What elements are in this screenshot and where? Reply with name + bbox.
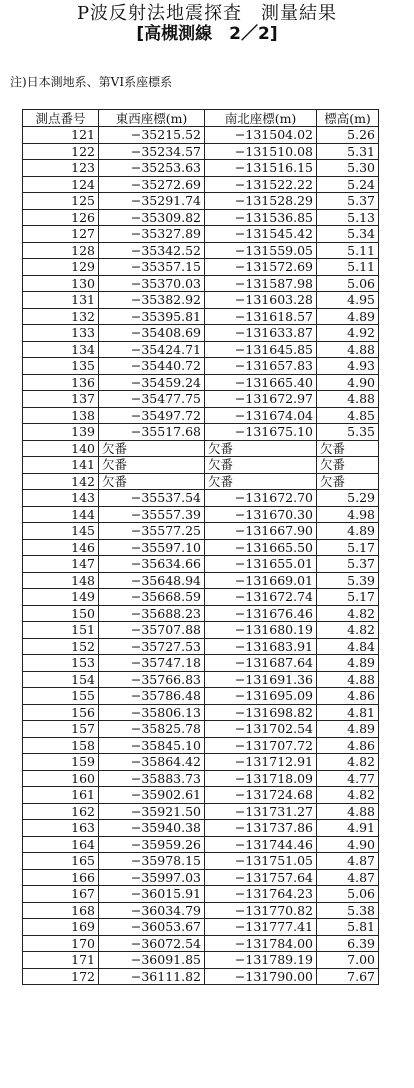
cell-easting: −35357.15 (99, 259, 205, 276)
table-row (23, 325, 379, 342)
cell-station-number: 137 (23, 391, 99, 408)
table-row (23, 506, 379, 523)
cell-elevation: 5.06 (317, 275, 379, 292)
cell-northing: −131618.57 (205, 308, 317, 325)
cell-elevation: 4.89 (317, 523, 379, 540)
table-row (23, 886, 379, 903)
cell-station-number: 170 (23, 935, 99, 952)
cell-station-number: 160 (23, 770, 99, 787)
table-row (23, 226, 379, 243)
table-row (23, 935, 379, 952)
cell-station-number: 151 (23, 622, 99, 639)
cell-station-number: 171 (23, 952, 99, 969)
cell-northing: −131572.69 (205, 259, 317, 276)
cell-easting: −35291.74 (99, 193, 205, 210)
page-subtitle: [高槻測線 2／2] (136, 24, 278, 44)
cell-northing: −131691.36 (205, 671, 317, 688)
table-row (23, 704, 379, 721)
cell-elevation: 4.89 (317, 655, 379, 672)
header-easting: 東西座標(m) (99, 110, 205, 127)
cell-elevation: 4.87 (317, 853, 379, 870)
cell-elevation: 5.35 (317, 424, 379, 441)
cell-elevation: 5.39 (317, 572, 379, 589)
cell-elevation: 4.91 (317, 820, 379, 837)
cell-easting: −36053.67 (99, 919, 205, 936)
cell-easting: −35978.15 (99, 853, 205, 870)
cell-northing: −131655.01 (205, 556, 317, 573)
cell-elevation: 4.82 (317, 622, 379, 639)
table-header-row (23, 110, 379, 127)
table-row (23, 638, 379, 655)
cell-elevation: 4.89 (317, 308, 379, 325)
cell-station-number: 142 (23, 473, 99, 490)
cell-northing: −131528.29 (205, 193, 317, 210)
cell-northing: −131670.30 (205, 506, 317, 523)
cell-elevation: 6.39 (317, 935, 379, 952)
table-row (23, 523, 379, 540)
cell-station-number: 157 (23, 721, 99, 738)
cell-station-number: 144 (23, 506, 99, 523)
cell-northing: −131718.09 (205, 770, 317, 787)
cell-northing: −131698.82 (205, 704, 317, 721)
cell-easting: −35707.88 (99, 622, 205, 639)
cell-northing: −131645.85 (205, 341, 317, 358)
cell-northing: −131731.27 (205, 803, 317, 820)
cell-easting: −35215.52 (99, 127, 205, 144)
table-row (23, 440, 379, 457)
cell-elevation: 4.88 (317, 803, 379, 820)
cell-easting: −35272.69 (99, 176, 205, 193)
cell-easting: 欠番 (99, 457, 205, 474)
survey-results-table (22, 109, 379, 985)
cell-station-number: 122 (23, 143, 99, 160)
cell-station-number: 129 (23, 259, 99, 276)
table-row (23, 176, 379, 193)
cell-station-number: 127 (23, 226, 99, 243)
cell-station-number: 166 (23, 869, 99, 886)
cell-easting: −35668.59 (99, 589, 205, 606)
cell-northing: −131665.40 (205, 374, 317, 391)
table-row (23, 655, 379, 672)
cell-easting: −35747.18 (99, 655, 205, 672)
cell-elevation: 4.82 (317, 754, 379, 771)
cell-station-number: 149 (23, 589, 99, 606)
cell-easting: −35727.53 (99, 638, 205, 655)
cell-northing: 欠番 (205, 473, 317, 490)
table-row (23, 853, 379, 870)
table-row (23, 407, 379, 424)
cell-station-number: 146 (23, 539, 99, 556)
table-row (23, 259, 379, 276)
cell-elevation: 4.87 (317, 869, 379, 886)
cell-northing: −131751.05 (205, 853, 317, 870)
cell-station-number: 159 (23, 754, 99, 771)
cell-elevation: 5.29 (317, 490, 379, 507)
cell-elevation: 4.88 (317, 391, 379, 408)
cell-elevation: 5.81 (317, 919, 379, 936)
cell-station-number: 163 (23, 820, 99, 837)
cell-elevation: 4.86 (317, 688, 379, 705)
cell-station-number: 132 (23, 308, 99, 325)
cell-northing: −131724.68 (205, 787, 317, 804)
table-row (23, 160, 379, 177)
cell-easting: −35921.50 (99, 803, 205, 820)
cell-northing: −131603.28 (205, 292, 317, 309)
table-row (23, 391, 379, 408)
cell-northing: −131665.50 (205, 539, 317, 556)
cell-easting: 欠番 (99, 473, 205, 490)
table-row (23, 968, 379, 985)
cell-station-number: 124 (23, 176, 99, 193)
cell-northing: −131789.19 (205, 952, 317, 969)
cell-station-number: 153 (23, 655, 99, 672)
cell-elevation: 5.11 (317, 242, 379, 259)
cell-station-number: 141 (23, 457, 99, 474)
cell-easting: −35234.57 (99, 143, 205, 160)
cell-station-number: 155 (23, 688, 99, 705)
cell-elevation: 4.81 (317, 704, 379, 721)
cell-northing: −131587.98 (205, 275, 317, 292)
cell-station-number: 152 (23, 638, 99, 655)
cell-station-number: 121 (23, 127, 99, 144)
cell-easting: −35845.10 (99, 737, 205, 754)
cell-elevation: 5.26 (317, 127, 379, 144)
cell-northing: −131757.64 (205, 869, 317, 886)
cell-elevation: 4.93 (317, 358, 379, 375)
cell-elevation: 欠番 (317, 457, 379, 474)
cell-easting: −35517.68 (99, 424, 205, 441)
cell-station-number: 154 (23, 671, 99, 688)
table-row (23, 820, 379, 837)
cell-elevation: 4.95 (317, 292, 379, 309)
cell-easting: −35408.69 (99, 325, 205, 342)
cell-elevation: 7.67 (317, 968, 379, 985)
cell-elevation: 5.38 (317, 902, 379, 919)
table-row (23, 242, 379, 259)
cell-easting: −35459.24 (99, 374, 205, 391)
cell-station-number: 140 (23, 440, 99, 457)
cell-northing: −131545.42 (205, 226, 317, 243)
cell-elevation: 4.82 (317, 605, 379, 622)
cell-easting: −35806.13 (99, 704, 205, 721)
table-row (23, 589, 379, 606)
cell-station-number: 169 (23, 919, 99, 936)
cell-easting: −35395.81 (99, 308, 205, 325)
cell-easting: −35786.48 (99, 688, 205, 705)
cell-station-number: 131 (23, 292, 99, 309)
table-row (23, 836, 379, 853)
cell-easting: −35902.61 (99, 787, 205, 804)
cell-easting: −36015.91 (99, 886, 205, 903)
cell-elevation: 4.85 (317, 407, 379, 424)
table-row (23, 688, 379, 705)
cell-easting: −35766.83 (99, 671, 205, 688)
cell-elevation: 4.84 (317, 638, 379, 655)
header-elevation: 標高(m) (317, 110, 379, 127)
cell-elevation: 5.13 (317, 209, 379, 226)
cell-elevation: 5.24 (317, 176, 379, 193)
cell-easting: −35497.72 (99, 407, 205, 424)
cell-northing: −131657.83 (205, 358, 317, 375)
table-row (23, 952, 379, 969)
cell-easting: −35825.78 (99, 721, 205, 738)
page-title: P波反射法地震探査 測量結果 (76, 3, 338, 24)
cell-northing: 欠番 (205, 457, 317, 474)
cell-easting: −36072.54 (99, 935, 205, 952)
cell-northing: −131702.54 (205, 721, 317, 738)
cell-northing: −131669.01 (205, 572, 317, 589)
cell-northing: −131633.87 (205, 325, 317, 342)
cell-elevation: 4.92 (317, 325, 379, 342)
table-row (23, 919, 379, 936)
cell-northing: −131667.90 (205, 523, 317, 540)
cell-easting: −35597.10 (99, 539, 205, 556)
table-row (23, 737, 379, 754)
cell-station-number: 168 (23, 902, 99, 919)
cell-easting: 欠番 (99, 440, 205, 457)
cell-elevation: 欠番 (317, 440, 379, 457)
cell-easting: −35309.82 (99, 209, 205, 226)
cell-elevation: 5.17 (317, 589, 379, 606)
cell-station-number: 123 (23, 160, 99, 177)
cell-station-number: 172 (23, 968, 99, 985)
cell-easting: −35537.54 (99, 490, 205, 507)
cell-northing: −131683.91 (205, 638, 317, 655)
table-row (23, 127, 379, 144)
cell-easting: −35997.03 (99, 869, 205, 886)
cell-station-number: 143 (23, 490, 99, 507)
cell-station-number: 134 (23, 341, 99, 358)
cell-elevation: 4.98 (317, 506, 379, 523)
cell-elevation: 4.86 (317, 737, 379, 754)
table-row (23, 341, 379, 358)
cell-station-number: 148 (23, 572, 99, 589)
cell-northing: −131707.72 (205, 737, 317, 754)
table-row (23, 292, 379, 309)
cell-station-number: 145 (23, 523, 99, 540)
cell-elevation: 4.77 (317, 770, 379, 787)
cell-station-number: 165 (23, 853, 99, 870)
cell-northing: −131770.82 (205, 902, 317, 919)
cell-station-number: 167 (23, 886, 99, 903)
table-row (23, 308, 379, 325)
table-row (23, 374, 379, 391)
cell-elevation: 4.88 (317, 671, 379, 688)
cell-northing: −131695.09 (205, 688, 317, 705)
coordinate-system-note: 注)日本測地系、第VI系座標系 (10, 75, 173, 89)
cell-easting: −36091.85 (99, 952, 205, 969)
cell-easting: −35688.23 (99, 605, 205, 622)
cell-elevation: 5.06 (317, 886, 379, 903)
cell-northing: −131737.86 (205, 820, 317, 837)
cell-easting: −35634.66 (99, 556, 205, 573)
cell-easting: −35940.38 (99, 820, 205, 837)
cell-easting: −35883.73 (99, 770, 205, 787)
cell-station-number: 147 (23, 556, 99, 573)
cell-easting: −36111.82 (99, 968, 205, 985)
cell-station-number: 130 (23, 275, 99, 292)
cell-northing: −131510.08 (205, 143, 317, 160)
table-row (23, 622, 379, 639)
cell-northing: −131744.46 (205, 836, 317, 853)
cell-station-number: 128 (23, 242, 99, 259)
table-row (23, 721, 379, 738)
cell-station-number: 126 (23, 209, 99, 226)
cell-elevation: 5.17 (317, 539, 379, 556)
cell-northing: −131672.74 (205, 589, 317, 606)
cell-northing: −131784.00 (205, 935, 317, 952)
cell-elevation: 7.00 (317, 952, 379, 969)
cell-elevation: 5.31 (317, 143, 379, 160)
cell-elevation: 欠番 (317, 473, 379, 490)
table-row (23, 275, 379, 292)
table-row (23, 770, 379, 787)
table-row (23, 869, 379, 886)
cell-easting: −35648.94 (99, 572, 205, 589)
cell-northing: −131712.91 (205, 754, 317, 771)
cell-elevation: 5.37 (317, 556, 379, 573)
cell-station-number: 162 (23, 803, 99, 820)
cell-elevation: 4.89 (317, 721, 379, 738)
table-row (23, 902, 379, 919)
cell-easting: −35440.72 (99, 358, 205, 375)
cell-elevation: 4.90 (317, 836, 379, 853)
cell-station-number: 133 (23, 325, 99, 342)
cell-easting: −35577.25 (99, 523, 205, 540)
header-northing: 南北座標(m) (205, 110, 317, 127)
table-row (23, 143, 379, 160)
cell-northing: −131680.19 (205, 622, 317, 639)
cell-station-number: 139 (23, 424, 99, 441)
table-row (23, 539, 379, 556)
cell-elevation: 4.88 (317, 341, 379, 358)
cell-station-number: 125 (23, 193, 99, 210)
cell-easting: −35864.42 (99, 754, 205, 771)
cell-easting: −36034.79 (99, 902, 205, 919)
cell-northing: −131687.64 (205, 655, 317, 672)
cell-easting: −35557.39 (99, 506, 205, 523)
cell-easting: −35342.52 (99, 242, 205, 259)
table-row (23, 193, 379, 210)
table-row (23, 358, 379, 375)
cell-station-number: 164 (23, 836, 99, 853)
cell-northing: −131790.00 (205, 968, 317, 985)
cell-easting: −35477.75 (99, 391, 205, 408)
table-row (23, 556, 379, 573)
cell-station-number: 161 (23, 787, 99, 804)
cell-station-number: 135 (23, 358, 99, 375)
cell-northing: −131504.02 (205, 127, 317, 144)
table-row (23, 424, 379, 441)
cell-northing: −131777.41 (205, 919, 317, 936)
cell-easting: −35253.63 (99, 160, 205, 177)
header-station-number: 測点番号 (23, 110, 99, 127)
table-row (23, 572, 379, 589)
table-row (23, 490, 379, 507)
cell-station-number: 156 (23, 704, 99, 721)
table-row (23, 473, 379, 490)
cell-elevation: 5.37 (317, 193, 379, 210)
cell-easting: −35327.89 (99, 226, 205, 243)
cell-northing: −131764.23 (205, 886, 317, 903)
cell-elevation: 4.90 (317, 374, 379, 391)
cell-elevation: 5.34 (317, 226, 379, 243)
cell-northing: −131559.05 (205, 242, 317, 259)
cell-northing: −131676.46 (205, 605, 317, 622)
table-row (23, 803, 379, 820)
table-row (23, 787, 379, 804)
table-row (23, 671, 379, 688)
cell-northing: −131536.85 (205, 209, 317, 226)
cell-station-number: 138 (23, 407, 99, 424)
table-row (23, 754, 379, 771)
table-row (23, 457, 379, 474)
table-body (23, 127, 379, 985)
cell-elevation: 5.30 (317, 160, 379, 177)
cell-northing: −131675.10 (205, 424, 317, 441)
cell-northing: 欠番 (205, 440, 317, 457)
table-row (23, 209, 379, 226)
cell-station-number: 158 (23, 737, 99, 754)
cell-easting: −35424.71 (99, 341, 205, 358)
cell-easting: −35959.26 (99, 836, 205, 853)
cell-station-number: 136 (23, 374, 99, 391)
cell-northing: −131522.22 (205, 176, 317, 193)
cell-northing: −131672.97 (205, 391, 317, 408)
cell-station-number: 150 (23, 605, 99, 622)
cell-northing: −131674.04 (205, 407, 317, 424)
cell-northing: −131672.70 (205, 490, 317, 507)
cell-elevation: 4.82 (317, 787, 379, 804)
cell-northing: −131516.15 (205, 160, 317, 177)
cell-elevation: 5.11 (317, 259, 379, 276)
cell-easting: −35370.03 (99, 275, 205, 292)
cell-easting: −35382.92 (99, 292, 205, 309)
table-row (23, 605, 379, 622)
